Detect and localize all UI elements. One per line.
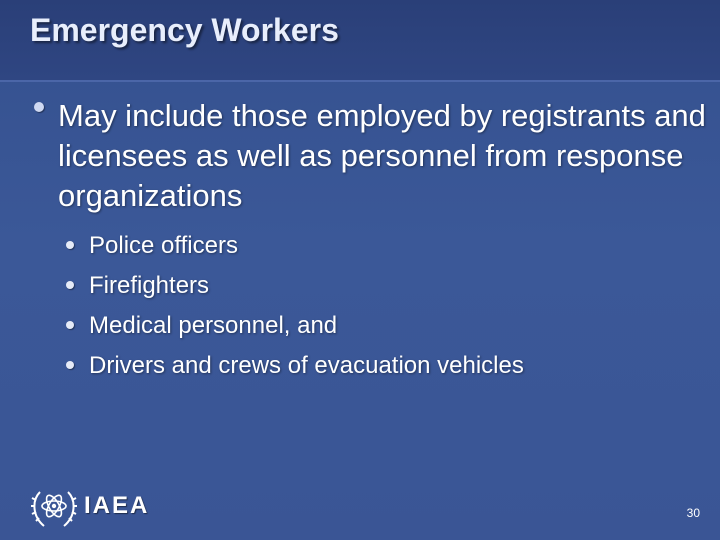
iaea-logo-text: IAEA (84, 492, 150, 519)
bullet-dot-icon (66, 281, 74, 289)
slide-title: Emergency Workers (30, 12, 339, 48)
sub-bullet-item (58, 232, 678, 272)
bullet-dot-icon (66, 241, 74, 249)
sub-bullet-item (58, 312, 678, 352)
title-bar (0, 0, 720, 82)
main-bullet-text: May include those employed by registrants and licensees as well as personnel from response organizations (58, 98, 706, 213)
sub-bullet-label: Medical personnel, and (89, 312, 338, 339)
sub-bullet-label: Drivers and crews of evacuation vehicles (89, 352, 524, 379)
sub-bullet-label: Firefighters (89, 272, 210, 299)
bullet-dot-icon (66, 321, 74, 329)
sub-bullet-list (58, 232, 678, 392)
iaea-logo-icon (30, 484, 78, 530)
bullet-dot-icon (34, 102, 44, 112)
sub-bullet-item (58, 352, 678, 392)
bullet-dot-icon (66, 361, 74, 369)
page-number: 30 (686, 506, 700, 520)
sub-bullet-label: Police officers (89, 232, 238, 259)
sub-bullet-item (58, 272, 678, 312)
